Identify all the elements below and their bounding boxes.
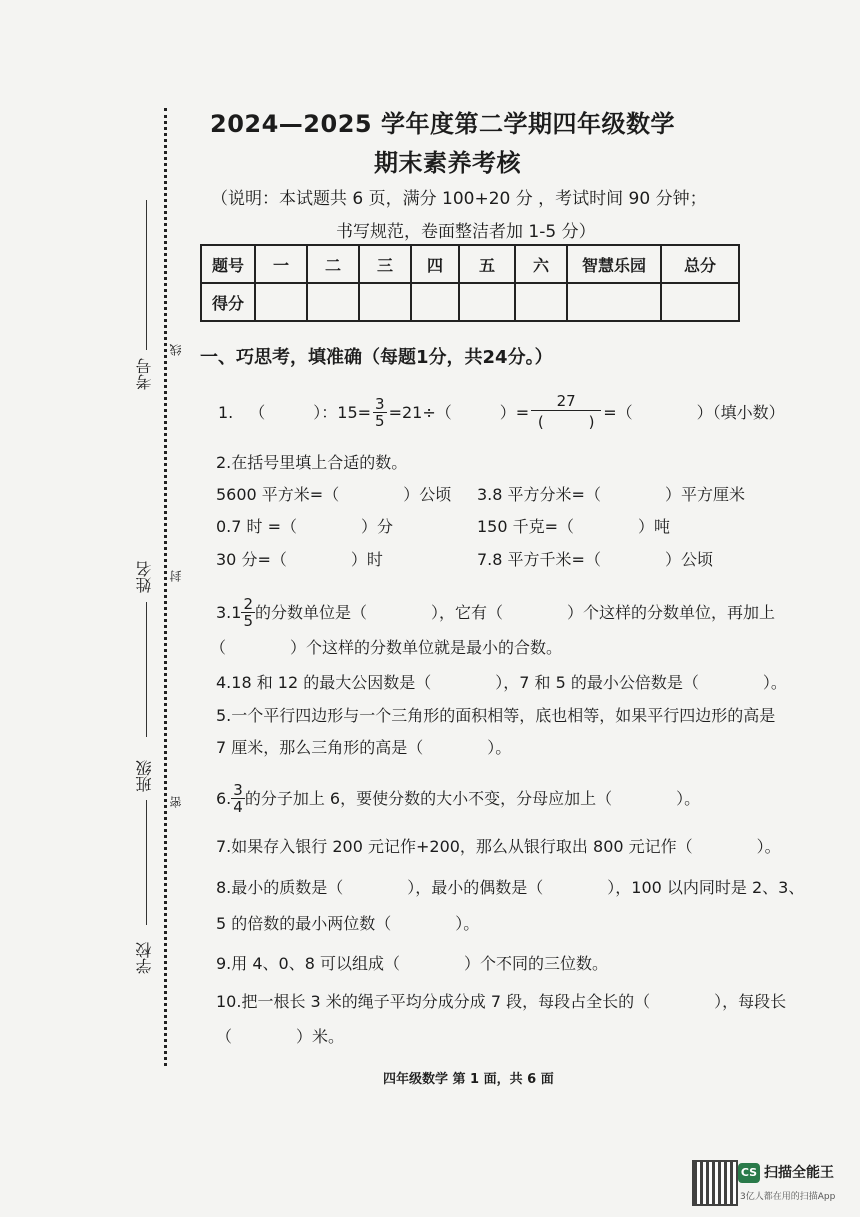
seal-mark-line: 线 (169, 344, 183, 356)
score-table-header-row (201, 245, 739, 283)
school-label: 学校 (135, 942, 154, 974)
question-6 (216, 782, 700, 815)
fraction-numerator: 3 (233, 781, 243, 799)
score-row-label: 得分 (201, 283, 255, 321)
fraction-numerator: 27 (531, 392, 601, 411)
question-9: 9.用 4、0、8 可以组成（ ）个不同的三位数。 (216, 954, 608, 973)
exam-instructions-2: 书写规范，卷面整洁者加 1-5 分） (336, 222, 596, 242)
score-cell[interactable] (459, 283, 515, 321)
question-2-item: 30 分=（ ）时 (216, 550, 383, 569)
class-label: 班级 (135, 760, 154, 792)
question-3-continued: （ ）个这样的分数单位就是最小的合数。 (210, 638, 563, 657)
exam-subtitle: 期末素养考核 (374, 149, 521, 177)
fraction-numerator: 2 (243, 595, 253, 613)
page-footer: 四年级数学 第 1 面，共 6 面 (383, 1072, 554, 1087)
fraction-3-4 (231, 782, 245, 815)
exam-number-label: 考号 (135, 358, 154, 390)
seal-mark-secret: 密 (169, 796, 183, 808)
question-2-item: 7.8 平方千米=（ ）公顷 (477, 550, 713, 569)
score-cell[interactable] (567, 283, 661, 321)
score-cell[interactable] (411, 283, 459, 321)
binding-dotted-line (164, 108, 167, 1066)
question-10-continued: （ ）米。 (216, 1027, 345, 1046)
question-1-number: 1. (218, 402, 234, 422)
fraction-denominator-blank: ( ) (537, 413, 595, 431)
section-1-heading: 一、巧思考，填准确（每题1分，共24分。） (200, 347, 553, 368)
fraction-denominator: 5 (375, 412, 385, 430)
score-header-cell: 五 (459, 245, 515, 283)
score-table (200, 244, 740, 322)
name-blank (146, 602, 147, 737)
seal-mark-seal: 封 (169, 570, 183, 582)
question-2: 2.在括号里填上合适的数。 (216, 453, 408, 472)
fraction-2-5 (241, 596, 255, 629)
question-1 (218, 392, 785, 433)
score-cell[interactable] (307, 283, 359, 321)
fraction-27-blank (531, 392, 601, 433)
score-cell[interactable] (661, 283, 739, 321)
scanner-tagline: 3亿人都在用的扫描App (740, 1192, 836, 1202)
score-cell[interactable] (515, 283, 567, 321)
score-cell[interactable] (359, 283, 411, 321)
question-2-item: 150 千克=（ ）吨 (477, 517, 671, 536)
class-blank (146, 800, 147, 925)
score-header-cell: 六 (515, 245, 567, 283)
question-3-text: 的分数单位是（ ），它有（ ）个这样的分数单位，再加上 (255, 602, 776, 622)
question-6-number: 6. (216, 788, 232, 808)
fraction-denominator: 5 (243, 612, 253, 630)
fraction-denominator: 4 (233, 798, 243, 816)
score-table-score-row (201, 283, 739, 321)
question-10: 10.把一根长 3 米的绳子平均分成分成 7 段，每段占全长的（ ），每段长 (216, 992, 787, 1011)
question-2-item: 5600 平方米=（ ）公顷 (216, 485, 452, 504)
question-7: 7.如果存入银行 200 元记作+200，那么从银行取出 800 元记作（ ）。 (216, 837, 781, 856)
question-5: 5.一个平行四边形与一个三角形的面积相等，底也相等，如果平行四边形的高是 (216, 706, 776, 725)
scanner-logo-icon: CS (738, 1163, 760, 1183)
question-1-part-a: （ ）：15= (249, 402, 372, 422)
question-8: 8.最小的质数是（ ），最小的偶数是（ ），100 以内同时是 2、3、 (216, 878, 805, 897)
question-3 (216, 596, 775, 629)
question-1-part-c: =（ ）（填小数） (603, 402, 785, 422)
score-header-cell: 智慧乐园 (567, 245, 661, 283)
question-8-continued: 5 的倍数的最小两位数（ ）。 (216, 914, 480, 933)
question-5-continued: 7 厘米，那么三角形的高是（ ）。 (216, 738, 512, 757)
question-3-number: 3. (216, 602, 232, 622)
fraction-numerator: 3 (375, 395, 385, 413)
qr-code-icon (692, 1160, 738, 1206)
name-label: 姓名 (135, 561, 154, 593)
exam-number-blank (146, 200, 147, 350)
question-2-item: 3.8 平方分米=（ ）平方厘米 (477, 485, 745, 504)
score-header-cell: 一 (255, 245, 307, 283)
question-1-part-b: =21÷（ ）= (388, 402, 530, 422)
score-cell[interactable] (255, 283, 307, 321)
score-header-cell: 总分 (661, 245, 739, 283)
mixed-number-whole: 1 (231, 602, 242, 622)
scanner-brand: 扫描全能王 (764, 1165, 834, 1181)
exam-title: 2024—2025 学年度第二学期四年级数学 (210, 110, 675, 138)
fraction-3-5 (373, 396, 387, 429)
question-4: 4.18 和 12 的最大公因数是（ ），7 和 5 的最小公倍数是（ ）。 (216, 673, 787, 692)
score-header-cell: 三 (359, 245, 411, 283)
score-header-cell: 题号 (201, 245, 255, 283)
question-2-item: 0.7 时 =（ ）分 (216, 517, 394, 536)
exam-instructions-1: （说明：本试题共 6 页，满分 100+20 分 ，考试时间 90 分钟； (211, 189, 707, 209)
score-header-cell: 四 (411, 245, 459, 283)
question-6-text: 的分子加上 6，要使分数的大小不变，分母应加上（ ）。 (244, 788, 701, 808)
score-header-cell: 二 (307, 245, 359, 283)
